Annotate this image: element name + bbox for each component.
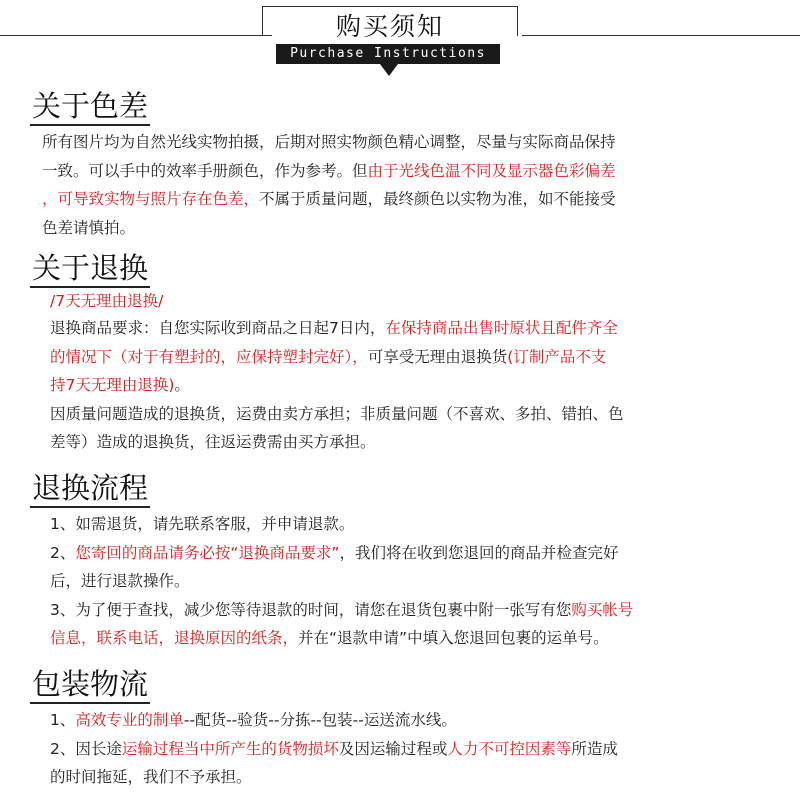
- list-item: 1、如需退货，请先联系客服，并申请退款。: [50, 515, 355, 533]
- highlight-text: 在保持商品出售时原状且配件齐全: [385, 319, 618, 337]
- text-span: 的时间拖延，我们不予承担。: [50, 768, 252, 786]
- down-arrow-icon: [380, 64, 398, 76]
- section-heading: 退换流程: [30, 470, 150, 508]
- text-span: 所造成: [571, 739, 618, 758]
- text-span: 差等）造成的退换货，往返运费需由买方承担。: [50, 433, 376, 451]
- section-return-process: [30, 470, 770, 653]
- text-span: 退换商品要求：自您实际收到商品之日起7日内，: [50, 319, 386, 337]
- section-heading: 关于色差: [30, 88, 150, 126]
- text-span: --配货--验货--分拣--包装--运送流水线。: [183, 711, 457, 729]
- text-span: 并在“退款申请”中填入您退回包裹的运单号。: [298, 629, 609, 647]
- section-returns: [30, 250, 770, 457]
- text-span: 可享受无理由退换货: [367, 347, 508, 366]
- text-span: 3、为了便于查找，减少您等待退款的时间，请您在退货包裹中附一张写有您: [50, 600, 572, 619]
- text-span: 不属于质量问题，最终颜色以实物为准，如不能接受: [259, 190, 616, 208]
- return-process-steps: [30, 510, 770, 653]
- logistics-steps: [30, 706, 770, 792]
- text-span: 。: [174, 376, 190, 394]
- text-span: 2、因长途: [50, 739, 122, 758]
- divider-left: [0, 35, 272, 36]
- highlight-text: 人力不可控因素等: [447, 739, 572, 758]
- highlight-text: 信息，联系电话，退换原因的纸条，: [50, 629, 299, 647]
- purchase-instructions-banner: [0, 0, 800, 82]
- divider-right: [522, 35, 800, 36]
- text-span: 及因运输过程或: [338, 739, 448, 758]
- section-heading: 关于退换: [30, 250, 150, 288]
- highlight-text: 的情况下（对于有塑封的，应保持塑封完好），: [50, 347, 368, 366]
- text-span: 一致。可以手中的效率手册颜色，作为参考。但: [42, 161, 368, 180]
- text-span: 色差请慎拍。: [42, 218, 136, 237]
- returns-requirement-text: [30, 314, 770, 457]
- text-span: 所有图片均为自然光线实物拍摄，后期对照实物颜色精心调整，尽量与实际商品保持: [42, 133, 616, 151]
- text-span: 2、: [50, 543, 76, 562]
- text-span: 因质量问题造成的退换货，运费由卖方承担；非质量问题（不喜欢、多拍、错拍、色: [50, 404, 624, 423]
- highlight-text: 高效专业的制单: [75, 711, 184, 729]
- section-heading: 包装物流: [30, 666, 150, 704]
- text-span: 后，进行退款操作。: [50, 572, 190, 590]
- highlight-text: ，可导致实物与照片存在色差，: [42, 190, 260, 208]
- color-difference-text: [30, 128, 770, 242]
- banner-subtitle: Purchase Instructions: [276, 44, 500, 64]
- highlight-text: 购买帐号: [571, 600, 634, 619]
- highlight-text: 由于光线色温不同及显示器色彩偏差: [367, 161, 616, 180]
- banner-title: 购买须知: [335, 12, 444, 41]
- returns-tag: /7天无理由退换/: [50, 292, 164, 310]
- highlight-text: 运输过程当中所产生的货物损坏: [121, 739, 339, 758]
- section-color-difference: [30, 88, 770, 242]
- highlight-text: (订制产品不支: [507, 347, 607, 366]
- text-span: 1、: [50, 711, 76, 729]
- section-packaging-logistics: [30, 666, 770, 792]
- text-span: ，我们将在收到您退回的商品并检查完好: [339, 543, 619, 562]
- highlight-text: 持7天无理由退换): [50, 376, 175, 394]
- highlight-text: 您寄回的商品请务必按“退换商品要求”: [75, 543, 340, 562]
